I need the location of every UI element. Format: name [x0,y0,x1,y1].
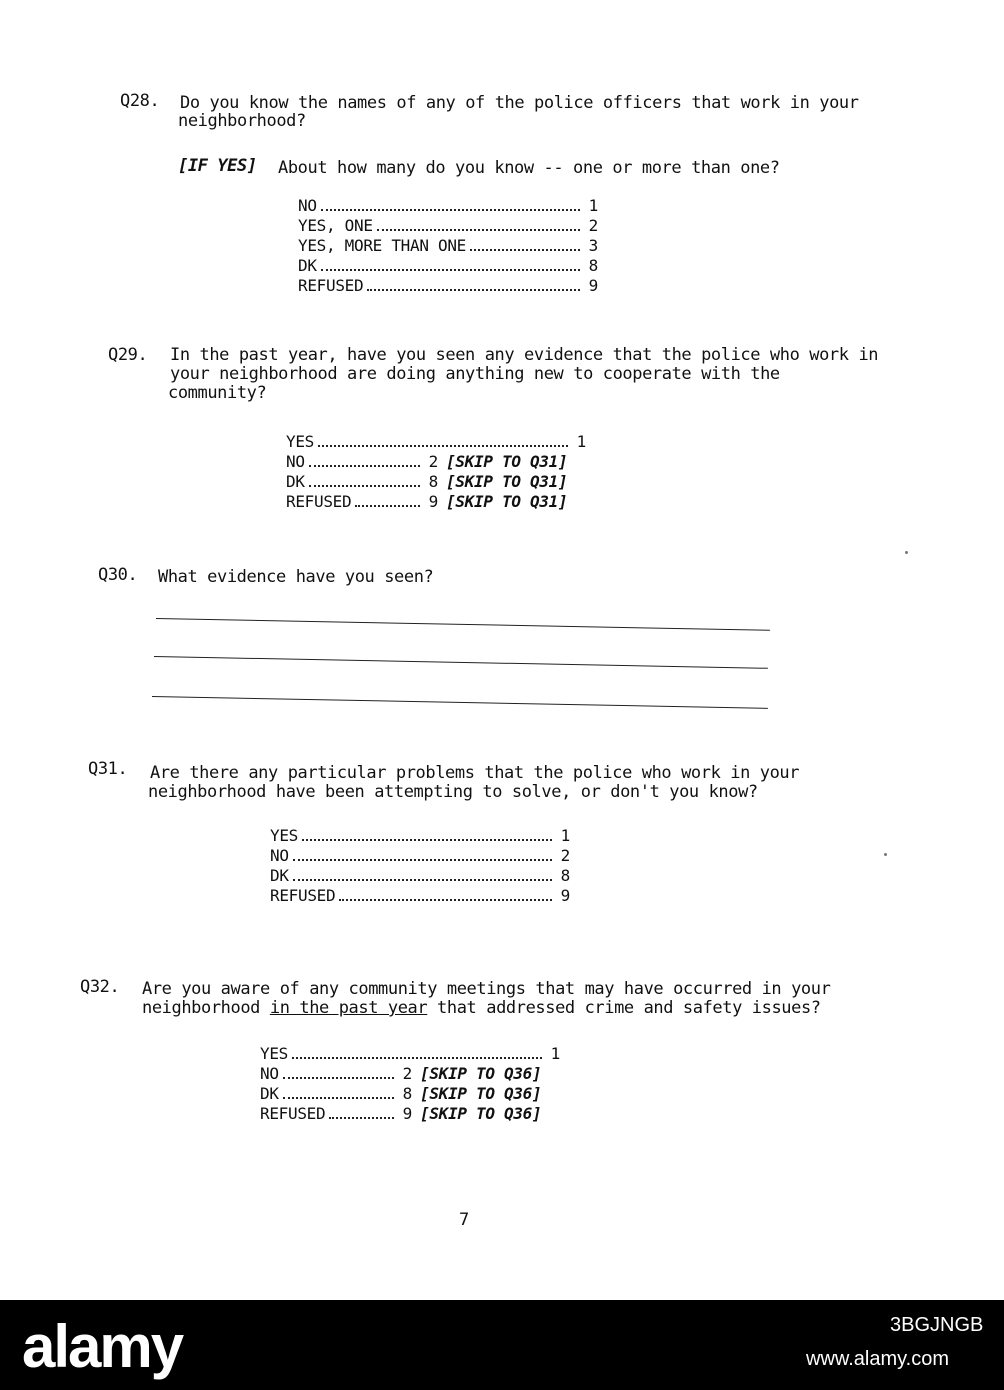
instruction-if-yes: [IF YES] [178,156,257,176]
option-label: NO [286,452,305,471]
q29-options [286,432,586,512]
q31-options [270,826,570,906]
question-q29 [108,346,908,410]
page-number: 7 [459,1210,470,1230]
option-code: 8 [560,866,570,885]
question-number: Q29. [108,345,148,365]
option-row[interactable] [286,492,586,512]
question-text-line1: Are there any particular problems that the police who work in your [150,763,800,783]
q32-options [260,1044,560,1124]
watermark-footer [0,1300,1004,1390]
skip-instruction: [SKIP TO Q36] [420,1104,542,1123]
option-label: NO [260,1064,279,1083]
option-label: REFUSED [286,492,352,511]
option-code: 8 [402,1084,412,1103]
leader-dots [293,859,552,861]
question-q30 [98,566,598,590]
option-code: 9 [560,886,570,905]
option-label: NO [298,196,317,215]
question-text-line2: neighborhood? [178,111,306,131]
leader-dots [293,879,552,881]
leader-dots [283,1097,394,1099]
question-text-line1: Are you aware of any community meetings that may have occurred in your [142,979,831,999]
line2-pre: neighborhood [142,998,270,1018]
option-label: NO [270,846,289,865]
skip-instruction: [SKIP TO Q36] [420,1084,542,1103]
question-text-line3: community? [168,383,267,403]
question-text-line2 [142,999,821,1018]
option-label: DK [270,866,289,885]
leader-dots [329,1117,394,1119]
q28-options [298,196,598,296]
option-label: YES, MORE THAN ONE [298,236,466,255]
option-row[interactable] [270,846,570,866]
leader-dots [309,465,420,467]
option-code: 1 [576,432,586,451]
option-code: 8 [588,256,598,275]
line2-post: that addressed crime and safety issues? [427,998,821,1018]
question-number: Q31. [88,759,128,779]
option-row[interactable] [298,276,598,296]
option-row[interactable] [270,886,570,906]
question-text-line1: In the past year, have you seen any evidence that the police who work in [170,345,879,365]
leader-dots [302,839,552,841]
leader-dots [318,445,568,447]
option-row[interactable] [270,866,570,886]
leader-dots [355,505,420,507]
site-url: www.alamy.com [806,1348,949,1370]
option-code: 3 [588,236,598,255]
option-row[interactable] [286,432,586,452]
answer-line-2[interactable] [154,656,768,669]
option-label: REFUSED [260,1104,326,1123]
option-label: YES [270,826,298,845]
skip-instruction: [SKIP TO Q31] [446,452,568,471]
leader-dots [321,269,580,271]
leader-dots [367,289,580,291]
option-row[interactable] [298,236,598,256]
answer-line-1[interactable] [156,618,770,631]
margin-mark [884,853,887,856]
option-code: 1 [560,826,570,845]
leader-dots [339,899,552,901]
skip-instruction: [SKIP TO Q31] [446,472,568,491]
question-number: Q30. [98,565,138,585]
option-label: REFUSED [270,886,336,905]
option-code: 1 [588,196,598,215]
option-code: 9 [428,492,438,511]
leader-dots [470,249,580,251]
option-label: DK [298,256,317,275]
option-row[interactable] [260,1044,560,1064]
question-text-line1: Do you know the names of any of the police officers that work in your [180,93,859,113]
alamy-logo: alamy [22,1313,183,1380]
option-label: YES [260,1044,288,1063]
option-row[interactable] [298,256,598,276]
option-label: YES, ONE [298,216,373,235]
option-code: 2 [402,1064,412,1083]
leader-dots [309,485,420,487]
question-q32 [80,978,860,1028]
option-row[interactable] [286,452,586,472]
leader-dots [292,1057,542,1059]
skip-instruction: [SKIP TO Q31] [446,492,568,511]
image-id: 3BGJNGB [890,1314,984,1336]
option-code: 2 [588,216,598,235]
leader-dots [321,209,580,211]
skip-instruction: [SKIP TO Q36] [420,1064,542,1083]
question-text-line2: neighborhood have been attempting to solve, or don't you know? [148,782,758,802]
question-text: What evidence have you seen? [158,567,434,587]
option-row[interactable] [260,1104,560,1124]
followup-text: About how many do you know -- one or more than one? [278,158,780,178]
answer-line-3[interactable] [152,696,768,709]
question-q31 [88,760,848,810]
leader-dots [283,1077,394,1079]
margin-mark [905,551,908,554]
option-row[interactable] [260,1064,560,1084]
underlined-in-the-past-year: in the past year [269,998,428,1018]
leader-dots [377,229,580,231]
option-code: 2 [428,452,438,471]
option-code: 1 [550,1044,560,1063]
option-label: DK [260,1084,279,1103]
question-number: Q32. [80,977,120,997]
option-code: 9 [588,276,598,295]
q28-followup [178,157,818,181]
question-q28 [120,92,900,152]
option-row[interactable] [286,472,586,492]
option-row[interactable] [270,826,570,846]
question-text-line2: your neighborhood are doing anything new to cooperate with the [170,364,780,384]
option-label: DK [286,472,305,491]
option-row[interactable] [298,196,598,216]
option-code: 8 [428,472,438,491]
option-label: YES [286,432,314,451]
option-code: 9 [402,1104,412,1123]
option-code: 2 [560,846,570,865]
option-row[interactable] [298,216,598,236]
option-row[interactable] [260,1084,560,1104]
option-label: REFUSED [298,276,364,295]
question-number: Q28. [120,91,160,111]
